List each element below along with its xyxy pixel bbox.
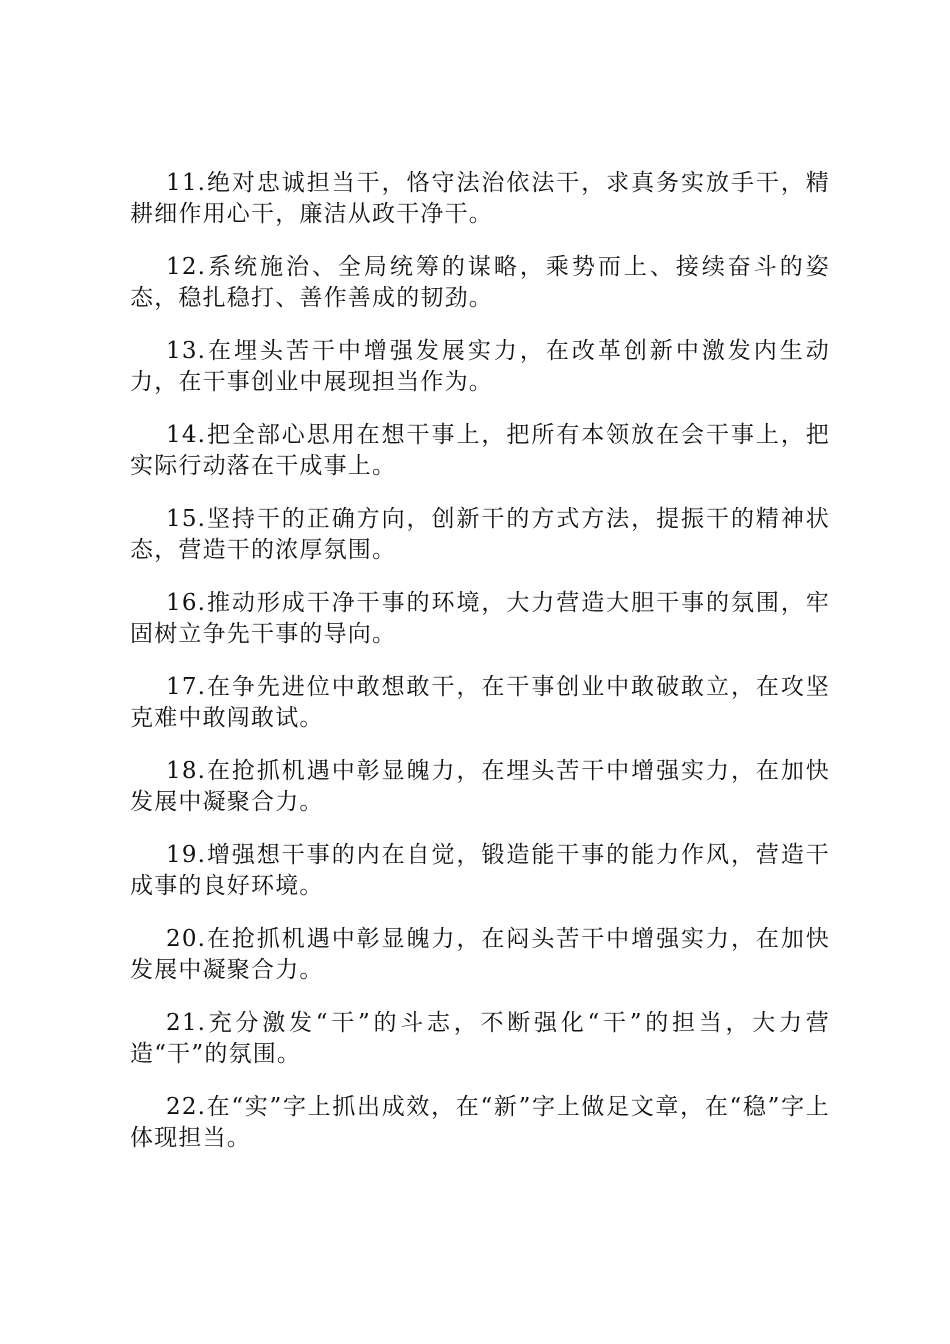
list-item (130, 336, 830, 398)
list-item (130, 756, 830, 818)
item-text: 增强想干事的内在自觉，锻造能干事的能力作风，营造干成事的良好环境。 (130, 842, 830, 899)
list-item (130, 504, 830, 566)
list-item (130, 588, 830, 650)
item-text: 充分激发“干”的斗志，不断强化“干”的担当，大力营造“干”的氛围。 (130, 1010, 830, 1067)
item-text: 在埋头苦干中增强发展实力，在改革创新中激发内生动力，在干事创业中展现担当作为。 (130, 338, 830, 395)
item-number: 13. (166, 338, 207, 364)
document-body (130, 168, 830, 1176)
item-number: 19. (166, 842, 207, 868)
item-text: 系统施治、全局统筹的谋略，乘势而上、接续奋斗的姿态，稳扎稳打、善作善成的韧劲。 (130, 254, 830, 311)
item-text: 在争先进位中敢想敢干，在干事创业中敢破敢立，在攻坚克难中敢闯敢试。 (130, 674, 830, 731)
list-item (130, 252, 830, 314)
list-item (130, 1092, 830, 1154)
list-item (130, 168, 830, 230)
item-number: 20. (166, 926, 207, 952)
item-number: 21. (166, 1010, 207, 1036)
list-item (130, 420, 830, 482)
item-text: 在抢抓机遇中彰显魄力，在埋头苦干中增强实力，在加快发展中凝聚合力。 (130, 758, 830, 815)
item-number: 15. (166, 506, 207, 532)
item-number: 17. (166, 674, 207, 700)
list-item (130, 672, 830, 734)
item-text: 推动形成干净干事的环境，大力营造大胆干事的氛围，牢固树立争先干事的导向。 (130, 590, 830, 647)
item-number: 11. (166, 170, 207, 196)
item-text: 绝对忠诚担当干，恪守法治依法干，求真务实放手干，精耕细作用心干，廉洁从政干净干。 (130, 170, 830, 227)
list-item (130, 924, 830, 986)
item-number: 12. (166, 254, 207, 280)
item-number: 22. (166, 1094, 207, 1120)
list-item (130, 1008, 830, 1070)
item-number: 16. (166, 590, 207, 616)
list-item (130, 840, 830, 902)
item-text: 在“实”字上抓出成效，在“新”字上做足文章，在“稳”字上体现担当。 (130, 1094, 830, 1151)
item-number: 14. (166, 422, 207, 448)
item-text: 坚持干的正确方向，创新干的方式方法，提振干的精神状态，营造干的浓厚氛围。 (130, 506, 830, 563)
item-text: 把全部心思用在想干事上，把所有本领放在会干事上，把实际行动落在干成事上。 (130, 422, 830, 479)
item-text: 在抢抓机遇中彰显魄力，在闷头苦干中增强实力，在加快发展中凝聚合力。 (130, 926, 830, 983)
item-number: 18. (166, 758, 207, 784)
